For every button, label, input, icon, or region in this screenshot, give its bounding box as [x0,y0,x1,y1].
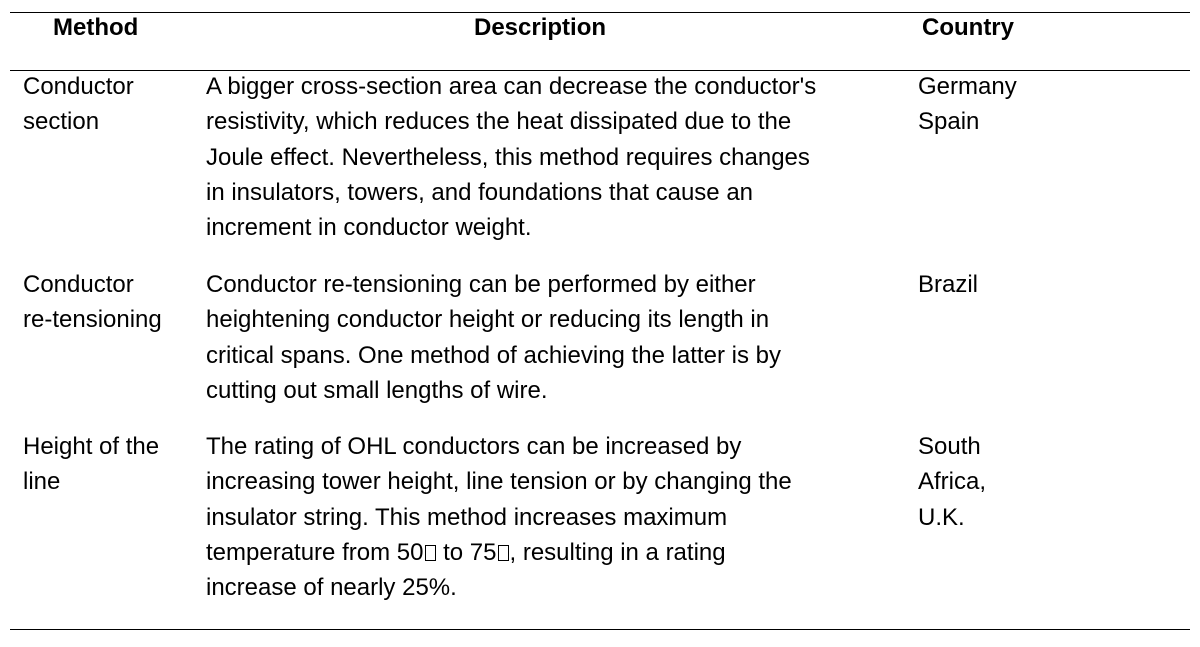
row-3-description-line: insulator string. This method increases maximum [206,503,728,531]
row-3-country [918,429,1118,535]
row-3-country-line: South [918,433,981,460]
row-3-description-temperature-line [206,535,906,570]
row-3-method-line: line [23,468,61,496]
row-2-description [206,267,906,408]
table-bottom-rule [10,629,1190,630]
row-3-method [23,429,198,500]
row-1-method [23,69,198,140]
header-description: Description [474,14,607,41]
header-country: Country [922,14,1014,41]
row-2-description-line: heightening conductor height or reducing its length in [206,306,770,334]
row-2-description-line: cutting out small lengths of wire. [206,376,548,404]
temp-line-middle: to 75 [436,538,497,566]
row-1-country-line: Spain [918,108,980,136]
temp-line-suffix: , resulting in a rating [509,538,726,566]
row-3-country-line: Africa, [918,468,987,496]
row-1-description-line: Joule effect. Nevertheless, this method requires changes [206,143,810,171]
missing-degree-glyph-icon [498,545,509,561]
row-1-country-line: Germany [918,73,1017,100]
row-3-description-line: increasing tower height, line tension or by changing the [206,468,792,496]
row-3-description [206,429,906,605]
temp-line-prefix: temperature from 50 [206,538,424,566]
row-1-description-line: in insulators, towers, and foundations that cause an [206,178,754,206]
missing-degree-glyph-icon [425,545,436,561]
row-2-description-line: Conductor re-tensioning can be performed by either [206,271,756,298]
row-2-method-line: Conductor [23,271,134,298]
row-1-description-line: increment in conductor weight. [206,214,532,242]
row-3-country-line: U.K. [918,503,965,531]
row-1-description-line: resistivity, which reduces the heat dissipated due to the [206,108,792,136]
row-1-description-line: A bigger cross-section area can decrease the conductor's [206,73,817,100]
row-2-country-line: Brazil [918,271,979,298]
row-2-method [23,267,198,338]
row-2-method-line: re-tensioning [23,306,162,334]
row-2-country [918,267,1118,302]
row-1-country [918,69,1118,140]
row-1-method-line: section [23,108,100,136]
row-1-method-line: Conductor [23,73,134,100]
header-method: Method [53,14,139,41]
row-2-description-line: critical spans. One method of achieving the latter is by [206,341,781,369]
row-1-description [206,69,906,245]
row-3-method-line: Height of the [23,433,160,460]
row-3-description-line: increase of nearly 25%. [206,574,457,602]
row-3-description-line: The rating of OHL conductors can be increased by [206,433,742,460]
